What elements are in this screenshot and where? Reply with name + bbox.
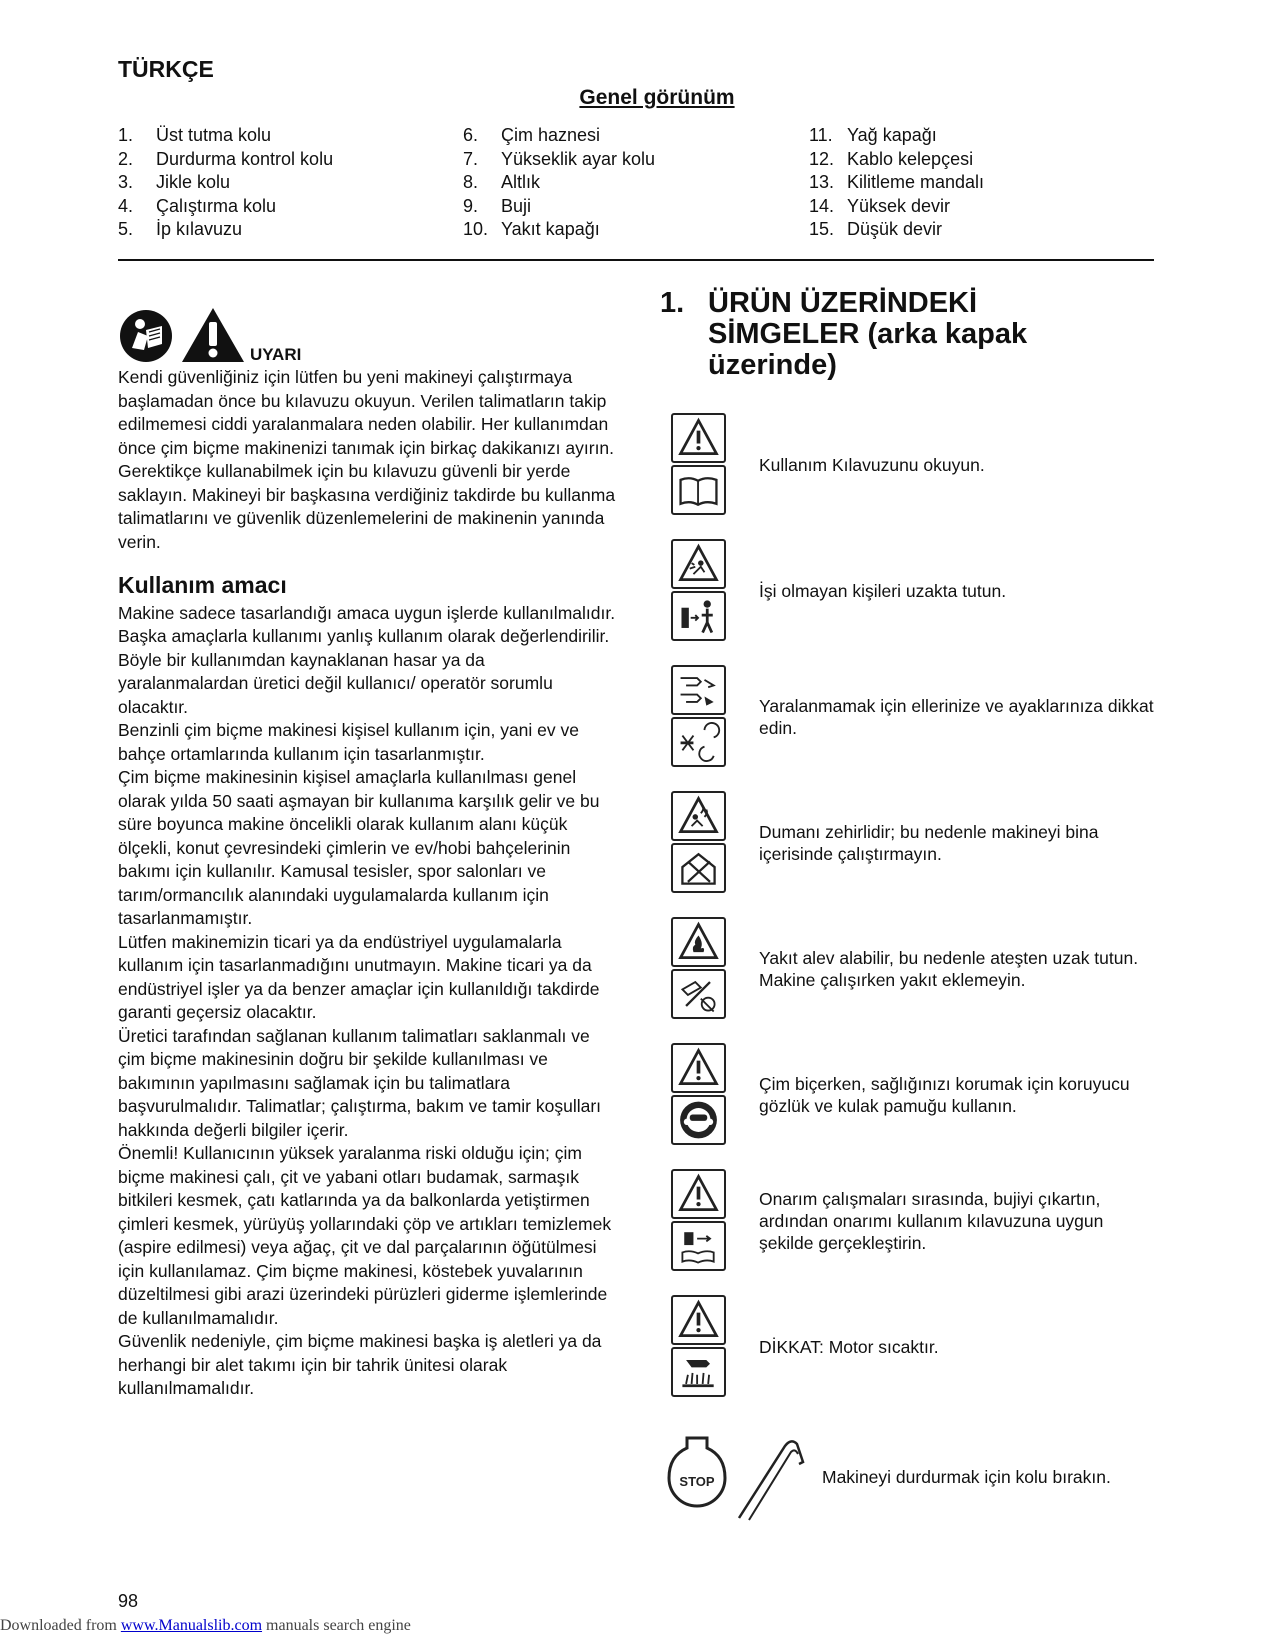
part-item: 10. Yakıt kapağı	[463, 219, 600, 239]
spark-plug-manual-icon	[671, 1221, 726, 1271]
part-item: 4. Çalıştırma kolu	[118, 195, 277, 216]
symbol-caption: Dumanı zehirlidir; bu nedenle makineyi bina içerisinde çalıştırmayın.	[759, 822, 1099, 864]
symbol-row	[671, 1043, 1161, 1153]
warning-triangle-icon	[671, 1043, 726, 1093]
symbol-caption: İşi olmayan kişileri uzakta tutun.	[759, 581, 1007, 601]
symbol-row	[671, 1169, 1161, 1279]
fire-warning-icon	[671, 917, 726, 967]
stop-symbol-row	[667, 1432, 1167, 1522]
part-item: 1. Üst tutma kolu	[118, 125, 272, 145]
part-item: 13. Kilitleme mandalı	[809, 172, 985, 192]
left-column	[118, 302, 618, 1401]
stop-caption: Makineyi durdurmak için kolu bırakın.	[822, 1466, 1111, 1487]
page-number: 98	[118, 1591, 139, 1611]
warning-text: Kendi güvenliğiniz için lütfen bu yeni makineyi çalıştırmaya başlamadan önce bu kılavuzu okuyun. Verilen talimatların takip edilmemesi ciddi yaralanmalara neden olabilir. Her kullanımdan önce çim biçme makinenizi tanımak için birkaç dakikanızı ayırın. Gerektikçe kullanabilmek için bu kılavuzu güvenli bir yerde saklayın. Makineyi bir başkasına verdiğiniz takdirde bu kullanma talimatlarını ve güvenlik düzenlemelerini de makinenin yanında verin.	[118, 367, 616, 552]
symbol-caption: Yaralanmamak için ellerinize ve ayaklarınıza dikkat edin.	[759, 696, 1154, 738]
no-indoor-use-icon	[671, 843, 726, 893]
symbol-caption: Onarım çalışmaları sırasında, bujiyi çıkartın, ardından onarımı kullanım kılavuzuna uygun şekilde gerçekleştirin.	[759, 1189, 1104, 1253]
part-item: 11. Yağ kapağı	[809, 125, 937, 145]
intended-use-paragraph: Çim biçme makinesinin kişisel amaçlarla kullanılması genel olarak yılda 50 saati aşmayan bir kullanıma karşılık gelir ve bu süre boyunca makine öncelikli olarak kullanım alanı küçük ölçekli, konut çevresindeki çimlerin ve ev/hobi bahçelerinin bakımı için kullanılır. Kamusal tesisler, spor salonları ve tarım/ormancılık alanındaki uygulamalarda kullanım için tasarlanmamıştır.	[118, 767, 600, 928]
warning-label: UYARI	[250, 344, 302, 364]
part-item: 12. Kablo kelepçesi	[809, 148, 974, 169]
stop-handle-icon	[667, 1432, 817, 1522]
symbol-row	[671, 665, 1161, 775]
manual-book-icon	[671, 465, 726, 515]
warning-triangle-icon	[180, 306, 246, 364]
stop-label: STOP	[679, 1474, 715, 1489]
symbol-row	[671, 791, 1161, 901]
part-item: 5. İp kılavuzu	[118, 219, 243, 239]
warning-triangle-icon	[671, 1169, 726, 1219]
warning-triangle-icon	[671, 413, 726, 463]
intended-use-paragraph: Güvenlik nedeniyle, çim biçme makinesi başka iş aletleri ya da herhangi bir alet takımı için bir tahrik ünitesi olarak kullanılmamalıdır.	[118, 1331, 602, 1398]
part-item: 3. Jikle kolu	[118, 172, 231, 192]
symbol-caption: Çim biçerken, sağlığınızı korumak için koruyucu gözlük ve kulak pamuğu kullanın.	[759, 1074, 1130, 1116]
intended-use-paragraph: Makine sadece tasarlandığı amaca uygun işlerde kullanılmalıdır. Başka amaçlarla kullanımı yanlış kullanım olarak değerlendirilir. Böyle bir kullanımdan kaynaklanan hasar ya da yaralanmalardan üretici değil kullanıcı/ operatör sorumlu olacaktır.	[118, 602, 616, 717]
intended-use-paragraph: Önemli! Kullanıcının yüksek yaralanma riski olduğu için; çim biçme makinesi çalı, çit ve yabani otları budamak, sarmaşık bitkileri kesmek, çatı katlarında ya da balkonlarda yetiştirmen çimleri kesmek, yürüyüş yollarındaki çöp ve artıkları temizlemek (aspire edilmesi) veya ağaç, çit ve dal parçalarının öğütülmesi için kullanılamaz. Çim biçme makinesi, köstebek yuvalarının düzeltilmesi gibi arazi üzerindeki pürüzleri giderme işlemlerinde de kullanılmamalıdır.	[118, 1143, 612, 1328]
symbol-row	[671, 539, 1161, 649]
intended-use-paragraph: Lütfen makinemizin ticari ya da endüstriyel uygulamalarla kullanım için tasarlanmadığını unutmayın. Makine ticari ya da endüstriyel işler ya da benzer amaçlar için kullanıldığı takdirde garanti geçersiz olacaktır.	[118, 931, 600, 1022]
keep-distance-person-icon	[671, 591, 726, 641]
hot-surface-icon	[671, 1347, 726, 1397]
parts-list-col2	[463, 124, 655, 242]
toxic-fumes-icon	[671, 791, 726, 841]
language-heading: TÜRKÇE	[118, 56, 214, 82]
manualslib-link[interactable]: www.Manualslib.com	[120, 1617, 263, 1634]
intended-use-paragraph: Benzinli çim biçme makinesi kişisel kullanım için, yani ev ve bahçe ortamlarında kullanım için tasarlanmıştır.	[118, 720, 579, 764]
warning-triangle-icon	[671, 1295, 726, 1345]
part-item: 7. Yükseklik ayar kolu	[463, 148, 656, 169]
download-footer: Downloaded from www.Manualslib.com manuals search engine	[0, 1617, 411, 1634]
intended-use-title: Kullanım amacı	[118, 572, 287, 598]
parts-list-col1	[118, 124, 333, 242]
symbol-row	[671, 1295, 1161, 1405]
intended-use-paragraph: Üretici tarafından sağlanan kullanım talimatları saklanmalı ve çim biçme makinesinin doğru bir şekilde kullanılması ve bakımının yapılmasını sağlamak için bu talimatlara başvurulmalıdır. Talimatlar; çalıştırma, bakım ve tamir koşulları hakkında değerli bilgiler içerir.	[118, 1025, 602, 1140]
thrown-objects-icon	[671, 539, 726, 589]
read-manual-icon	[118, 308, 174, 364]
hand-foot-blade-icon	[671, 665, 726, 715]
section-divider	[118, 259, 1154, 261]
eye-ear-protection-icon	[671, 1095, 726, 1145]
overview-title: Genel görünüm	[579, 86, 735, 109]
warning-header	[118, 302, 618, 364]
part-item: 14. Yüksek devir	[809, 195, 951, 216]
symbol-caption: Yakıt alev alabilir, bu nedenle ateşten uzak tutun. Makine çalışırken yakıt eklemeyin.	[759, 948, 1139, 990]
no-hands-rotating-icon	[671, 717, 726, 767]
symbol-caption: DİKKAT: Motor sıcaktır.	[759, 1337, 939, 1357]
part-item: 6. Çim haznesi	[463, 125, 601, 145]
parts-list-col3	[809, 124, 984, 242]
part-item: 8. Altlık	[463, 172, 541, 192]
no-refuel-running-icon	[671, 969, 726, 1019]
part-item: 15. Düşük devir	[809, 219, 943, 239]
symbol-row	[671, 917, 1161, 1027]
part-item: 9. Buji	[463, 195, 532, 216]
symbol-caption: Kullanım Kılavuzunu okuyun.	[759, 455, 985, 475]
symbol-row	[671, 413, 1161, 523]
part-item: 2. Durdurma kontrol kolu	[118, 148, 334, 169]
